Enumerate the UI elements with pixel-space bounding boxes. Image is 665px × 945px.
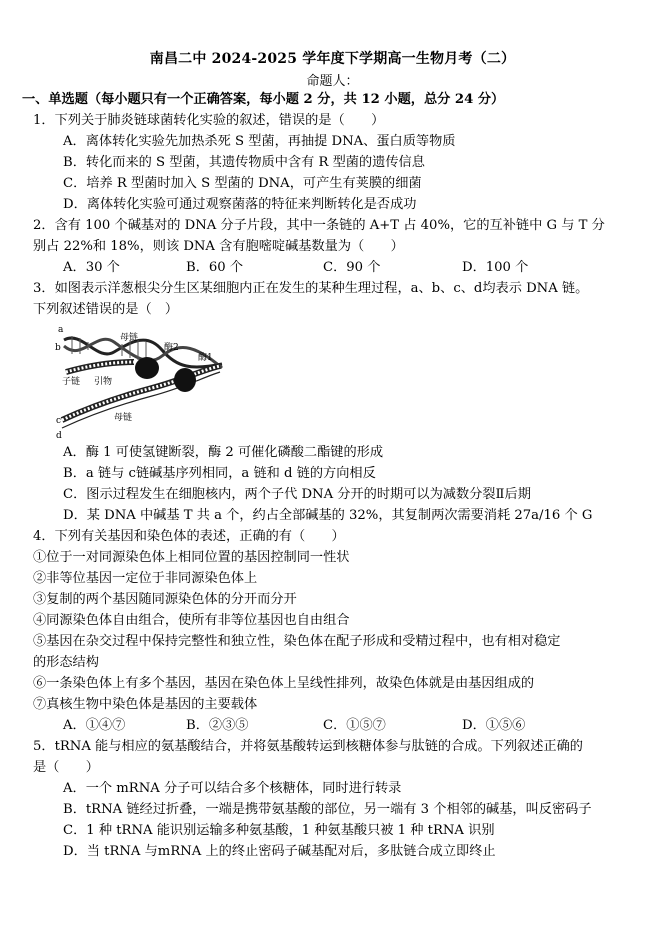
q1-option-a: A．离体转化实验先加热杀死 S 型菌，再抽提 DNA、蛋白质等物质 [63,134,456,149]
label-d: d [56,431,62,440]
label-mother-chain-bottom: 母链 [114,413,133,423]
q2-stem-line2: 别占 22%和 18%，则该 DNA 含有胞嘧啶碱基数量为（ ） [33,239,404,254]
q1-option-d: D．离体转化实验可通过观察菌落的特征来判断转化是否成功 [63,197,417,212]
exam-title: 南昌二中 2024-2025 学年度下学期高一生物月考（二） [149,51,516,67]
q1-option-c: C．培养 R 型菌时加入 S 型菌的 DNA，可产生有荚膜的细菌 [63,176,422,191]
label-enzyme1: 酶1 [198,353,213,363]
label-b: b [55,343,61,353]
q4-statement-1: ①位于一对同源染色体上相同位置的基因控制同一性状 [33,550,350,565]
q1-option-b: B．转化而来的 S 型菌，其遗传物质中含有 R 型菌的遗传信息 [63,155,425,170]
q3-stem-line1: 3．如图表示洋葱根尖分生区某细胞内正在发生的某种生理过程，a、b、c、d均表示 DNA 链。 [33,281,589,296]
q4-statement-5: ⑤基因在杂交过程中保持完整性和独立性，染色体在配子形成和受精过程中，也有相对稳定 [33,634,561,649]
q3-stem-line2: 下列叙述错误的是（ ） [33,302,179,317]
q3-option-a: A．酶 1 可使氢键断裂，酶 2 可催化磷酸二酯键的形成 [63,445,384,460]
q5-option-b: B．tRNA 链经过折叠，一端是携带氨基酸的部位，另一端有 3 个相邻的碱基，叫反密码子 [63,802,592,817]
q4-statement-4: ④同源染色体自由组合，使所有非等位基因也自由组合 [33,613,350,628]
q4-option-d: D．①⑤⑥ [462,718,526,733]
q2-option-a: A．30 个 [63,260,120,275]
q2-option-d: D．100 个 [462,260,529,275]
label-a: a [58,325,64,335]
label-daughter-chain: 子链 [62,377,81,387]
q4-statement-6: ⑥一条染色体上有多个基因，基因在染色体上呈线性排列，故染色体就是由基因组成的 [33,676,535,691]
q1-stem: 1．下列关于肺炎链球菌转化实验的叙述，错误的是（ ） [33,113,385,128]
label-enzyme2: 酶2 [164,343,179,353]
q5-option-c: C．1 种 tRNA 能识别运输多种氨基酸，1 种氨基酸只被 1 种 tRNA 识别 [63,823,495,838]
q5-stem-line2: 是（ ） [33,760,99,775]
q2-stem-line1: 2．含有 100 个碱基对的 DNA 分子片段，其中一条链的 A+T 占 40%，它的互补链中 G 与 T 分 [33,218,605,233]
q4-option-c: C．①⑤⑦ [323,718,386,733]
daughter-strand [66,362,134,372]
enzyme2-blob [135,357,159,379]
q3-option-d: D．某 DNA 中碱基 T 共 a 个，约占全部碱基的 32%，其复制两次需要消耗 27a/16 个 G [63,508,593,523]
q4-statement-3: ③复制的两个基因随同源染色体的分开而分开 [33,592,297,607]
q5-stem-line1: 5．tRNA 能与相应的氨基酸结合，并将氨基酸转运到核糖体参与肽链的合成。下列叙述正确的 [33,739,583,754]
q4-statement-2: ②非等位基因一定位于非同源染色体上 [33,571,258,586]
q4-statement-5-cont: 的形态结构 [33,655,99,670]
q2-option-b: B．60 个 [186,260,244,275]
enzyme1-blob [174,368,196,392]
q3-option-b: B．a 链与 c链碱基序列相同，a 链和 d 链的方向相反 [63,466,376,481]
section-heading: 一、单选题（每小题只有一个正确答案，每小题 2 分，共 12 小题，总分 24 分） [22,92,505,107]
q5-option-a: A．一个 mRNA 分子可以结合多个核糖体，同时进行转录 [63,781,402,796]
q3-option-c: C．图示过程发生在细胞核内，两个子代 DNA 分开的时期可以为减数分裂Ⅱ后期 [63,487,531,502]
q5-option-d: D．当 tRNA 与mRNA 上的终止密码子碱基配对后，多肽链合成立即终止 [63,844,496,859]
q2-option-c: C．90 个 [323,260,381,275]
q4-statement-7: ⑦真核生物中染色体是基因的主要载体 [33,697,258,712]
label-c: c [56,416,62,426]
dna-replication-figure [52,322,252,440]
q4-stem: 4．下列有关基因和染色体的表述，正确的有（ ） [33,529,345,544]
label-mother-chain-top: 母链 [120,333,139,343]
author-line: 命题人： [306,74,359,89]
label-primer: 引物 [94,377,113,387]
q4-option-a: A．①④⑦ [63,718,126,733]
q4-option-b: B．②③⑤ [186,718,249,733]
